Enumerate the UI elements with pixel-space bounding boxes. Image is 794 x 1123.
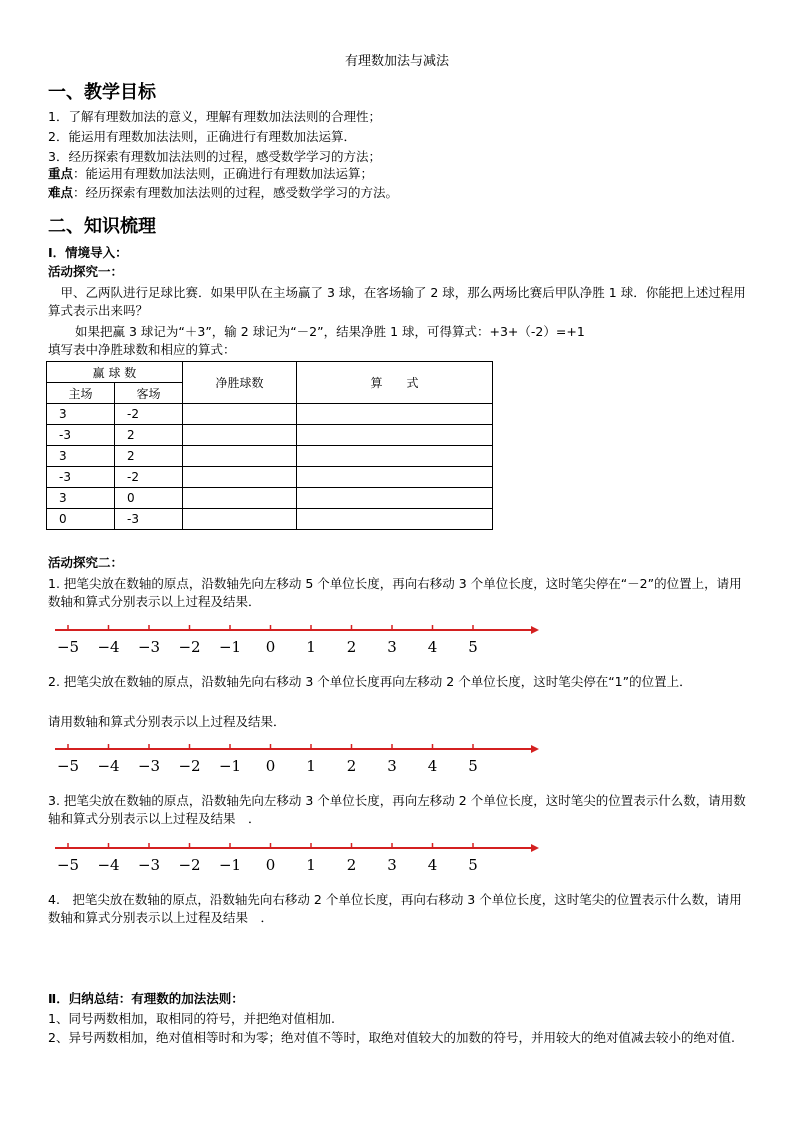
header-home: 主场 [47, 383, 115, 404]
header-net: 净胜球数 [183, 362, 297, 404]
formula-cell[interactable] [297, 446, 493, 467]
axis-tick-label: −3 [137, 856, 161, 874]
axis-arrow [531, 745, 539, 753]
net-cell[interactable] [183, 425, 297, 446]
activity-1-formula: 如果把赢 3 球记为“＋3”，输 2 球记为“－2”，结果净胜 1 球，可得算式：+3+（-2）=+1 [75, 324, 585, 339]
goal-3: 3．经历探索有理数加法法则的过程，感受数学学习的方法； [48, 149, 381, 164]
axis-tick-label: −5 [56, 856, 80, 874]
rule-1: 1、同号两数相加，取相同的符号，并把绝对值相加. [48, 1011, 335, 1026]
net-cell[interactable] [183, 446, 297, 467]
score-table [46, 361, 493, 530]
header-win: 赢 球 数 [47, 362, 183, 383]
axis-tick-label: −4 [97, 856, 120, 874]
difficulty-point [48, 184, 398, 202]
activity-1-title: 活动探究一： [48, 264, 124, 279]
axis-tick-label: −1 [218, 638, 242, 656]
away-cell: -2 [115, 404, 183, 425]
axis-tick-label: 0 [265, 638, 276, 656]
header-away: 客场 [115, 383, 183, 404]
activity-1-text: 甲、乙两队进行足球比赛．如果甲队在主场赢了 3 球，在客场输了 2 球，那么两场比赛后甲队净胜 1 球．你能把上述过程用算式表示出来吗？ [48, 285, 746, 318]
axis-tick-label: −4 [97, 757, 120, 775]
home-cell: -3 [47, 425, 115, 446]
question-2-instruction: 请用数轴和算式分别表示以上过程及结果． [48, 714, 286, 729]
home-cell: 3 [47, 488, 115, 509]
subsection-summary: Ⅱ．归纳总结：有理数的加法法则： [48, 991, 244, 1006]
axis-tick-label: 0 [265, 856, 276, 874]
home-cell: 0 [47, 509, 115, 530]
formula-cell[interactable] [297, 467, 493, 488]
axis-tick-label: 5 [468, 757, 478, 775]
table-row [47, 488, 493, 509]
activity-2-title: 活动探究二： [48, 555, 124, 570]
axis-tick-label: 1 [306, 856, 316, 874]
formula-cell[interactable] [297, 425, 493, 446]
diff-label: 难点 [48, 185, 74, 200]
away-cell: 2 [115, 446, 183, 467]
key-text: ：能运用有理数加法法则，正确进行有理数加法运算； [73, 166, 374, 181]
away-cell: 2 [115, 425, 183, 446]
net-cell[interactable] [183, 488, 297, 509]
section2-heading: 二、知识梳理 [48, 216, 156, 237]
formula-cell[interactable] [297, 509, 493, 530]
axis-tick-label: 3 [387, 856, 397, 874]
axis-tick-label: −1 [218, 757, 242, 775]
header-formula: 算 式 [297, 362, 493, 404]
goal-2: 2．能运用有理数加法法则，正确进行有理数加法运算． [48, 129, 356, 144]
key-label: 重点 [48, 166, 74, 181]
question-3: 3. 把笔尖放在数轴的原点，沿数轴先向左移动 3 个单位长度，再向左移动 2 个单位长度，这时笔尖的位置表示什么数，请用数轴和算式分别表示以上过程及结果 ． [48, 793, 746, 826]
axis-tick-label: −1 [218, 856, 242, 874]
net-cell[interactable] [183, 404, 297, 425]
axis-tick-label: 2 [346, 757, 357, 775]
table-row [47, 467, 493, 488]
axis-tick-label: −5 [56, 638, 80, 656]
away-cell: -3 [115, 509, 183, 530]
axis-tick-label: −5 [56, 757, 80, 775]
question-1: 1. 把笔尖放在数轴的原点，沿数轴先向左移动 5 个单位长度，再向右移动 3 个单位长度，这时笔尖停在“－2”的位置上，请用数轴和算式分别表示以上过程及结果． [48, 576, 742, 609]
axis-tick-label: 2 [346, 856, 357, 874]
number-line-3 [55, 838, 545, 878]
net-cell[interactable] [183, 467, 297, 488]
table-intro: 填写表中净胜球数和相应的算式： [48, 342, 236, 357]
axis-tick-label: 4 [427, 757, 438, 775]
key-point [48, 165, 373, 183]
axis-tick-label: 5 [468, 638, 478, 656]
axis-tick-label: 4 [427, 638, 438, 656]
axis-tick-label: −3 [137, 638, 161, 656]
axis-tick-label: 3 [387, 757, 397, 775]
axis-tick-label: −4 [97, 638, 120, 656]
axis-tick-label: −2 [178, 856, 201, 874]
home-cell: 3 [47, 404, 115, 425]
diff-text: ：经历探索有理数加法法则的过程，感受数学学习的方法。 [73, 185, 399, 200]
away-cell: 0 [115, 488, 183, 509]
net-cell[interactable] [183, 509, 297, 530]
number-line-1 [55, 620, 545, 660]
section1-heading: 一、教学目标 [48, 82, 156, 103]
table-row [47, 425, 493, 446]
rule-2: 2、异号两数相加，绝对值相等时和为零；绝对值不等时，取绝对值较大的加数的符号，并用较大的绝对值减去较小的绝对值. [48, 1030, 735, 1045]
axis-tick-label: −3 [137, 757, 161, 775]
goal-1: 1．了解有理数加法的意义，理解有理数加法法则的合理性； [48, 109, 381, 124]
subsection-intro: Ⅰ．情境导入： [48, 245, 128, 260]
axis-tick-label: 4 [427, 856, 438, 874]
axis-tick-label: 5 [468, 856, 478, 874]
axis-tick-label: 1 [306, 638, 316, 656]
formula-cell[interactable] [297, 488, 493, 509]
away-cell: -2 [115, 467, 183, 488]
table-row [47, 446, 493, 467]
axis-tick-label: 3 [387, 638, 397, 656]
question-2: 2. 把笔尖放在数轴的原点，沿数轴先向右移动 3 个单位长度再向左移动 2 个单位长度，这时笔尖停在“1”的位置上． [48, 674, 692, 689]
axis-tick-label: −2 [178, 638, 201, 656]
axis-tick-label: 0 [265, 757, 276, 775]
home-cell: 3 [47, 446, 115, 467]
formula-cell[interactable] [297, 404, 493, 425]
axis-arrow [531, 844, 539, 852]
axis-tick-label: −2 [178, 757, 201, 775]
axis-tick-label: 1 [306, 757, 316, 775]
axis-tick-label: 2 [346, 638, 357, 656]
axis-arrow [531, 626, 539, 634]
table-row [47, 509, 493, 530]
home-cell: -3 [47, 467, 115, 488]
page-title: 有理数加法与减法 [344, 54, 449, 69]
table-row [47, 404, 493, 425]
number-line-2 [55, 739, 545, 779]
question-4: 4. 把笔尖放在数轴的原点，沿数轴先向右移动 2 个单位长度，再向右移动 3 个单位长度，这时笔尖的位置表示什么数，请用数轴和算式分别表示以上过程及结果 ． [48, 892, 742, 925]
